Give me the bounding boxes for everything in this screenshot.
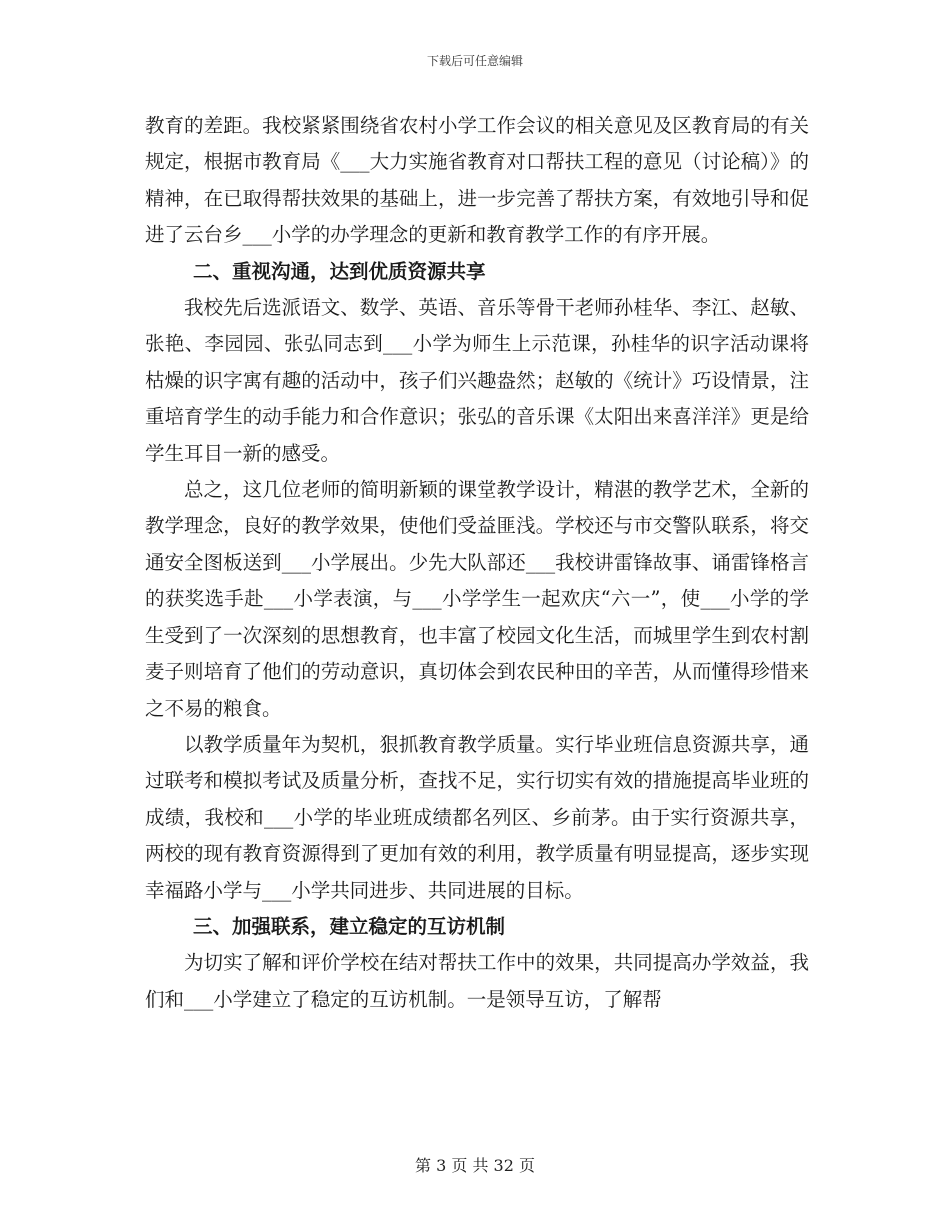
paragraph-demo-lessons: 我校先后选派语文、数学、英语、音乐等骨干老师孙桂华、李江、赵敏、张艳、李园园、张弘同志到___小学为师生上示范课，孙桂华的识字活动课将枯燥的识字寓有趣的活动中，孩子们兴趣盎然；赵敏的《统计》巧设情景，注重培育学生的动手能力和合作意识；张弘的音乐课《太阳出来喜洋洋》更是给学生耳目一新的感受。 (145, 296, 809, 465)
paragraph-continuation: 教育的差距。我校紧紧围绕省农村小学工作会议的相关意见及区教育局的有关规定，根据市教育局《___大力实施省教育对口帮扶工程的意见（讨论稿）》的精神，在已取得帮扶效果的基础上，进一步完善了帮扶方案，有效地引导和促进了云台乡___小学的办学理念的更新和教育教学工作的有序开展。 (145, 114, 809, 247)
section-heading-3: 三、加强联系，建立稳定的互访机制 (193, 914, 506, 938)
paragraph-visit-mechanism: 为切实了解和评价学校在结对帮扶工作中的效果，共同提高办学效益，我们和___小学建立了稳定的互访机制。一是领导互访，了解帮 (145, 951, 809, 1011)
paragraph-summary: 总之，这几位老师的简明新颖的课堂教学设计，精湛的教学艺术，全新的教学理念，良好的教学效果，使他们受益匪浅。学校还与市交警队联系，将交通安全图板送到___小学展出。少先大队部还___我校讲雷锋故事、诵雷锋格言的获奖选手赴___小学表演，与___小学学生一起欢庆“六一”，使___小学的学生受到了一次深刻的思想教育，也丰富了校园文化生活，而城里学生到农村割麦子则培育了他们的劳动意识，真切体会到农民种田的辛苦，从而懂得珍惜来之不易的粮食。 (145, 478, 809, 720)
document-body (145, 108, 809, 1018)
page-number-footer: 第 3 页 共 32 页 (415, 1156, 535, 1175)
section-heading-2: 二、重视沟通，达到优质资源共享 (193, 259, 486, 283)
page-header-note: 下载后可任意编辑 (426, 54, 523, 68)
paragraph-teaching-quality: 以教学质量年为契机，狠抓教育教学质量。实行毕业班信息资源共享，通过联考和模拟考试及质量分析，查找不足，实行切实有效的措施提高毕业班的成绩，我校和___小学的毕业班成绩都名列区、乡前茅。由于实行资源共享，两校的现有教育资源得到了更加有效的利用，教学质量有明显提高，逐步实现幸福路小学与___小学共同进步、共同进展的目标。 (145, 732, 809, 902)
